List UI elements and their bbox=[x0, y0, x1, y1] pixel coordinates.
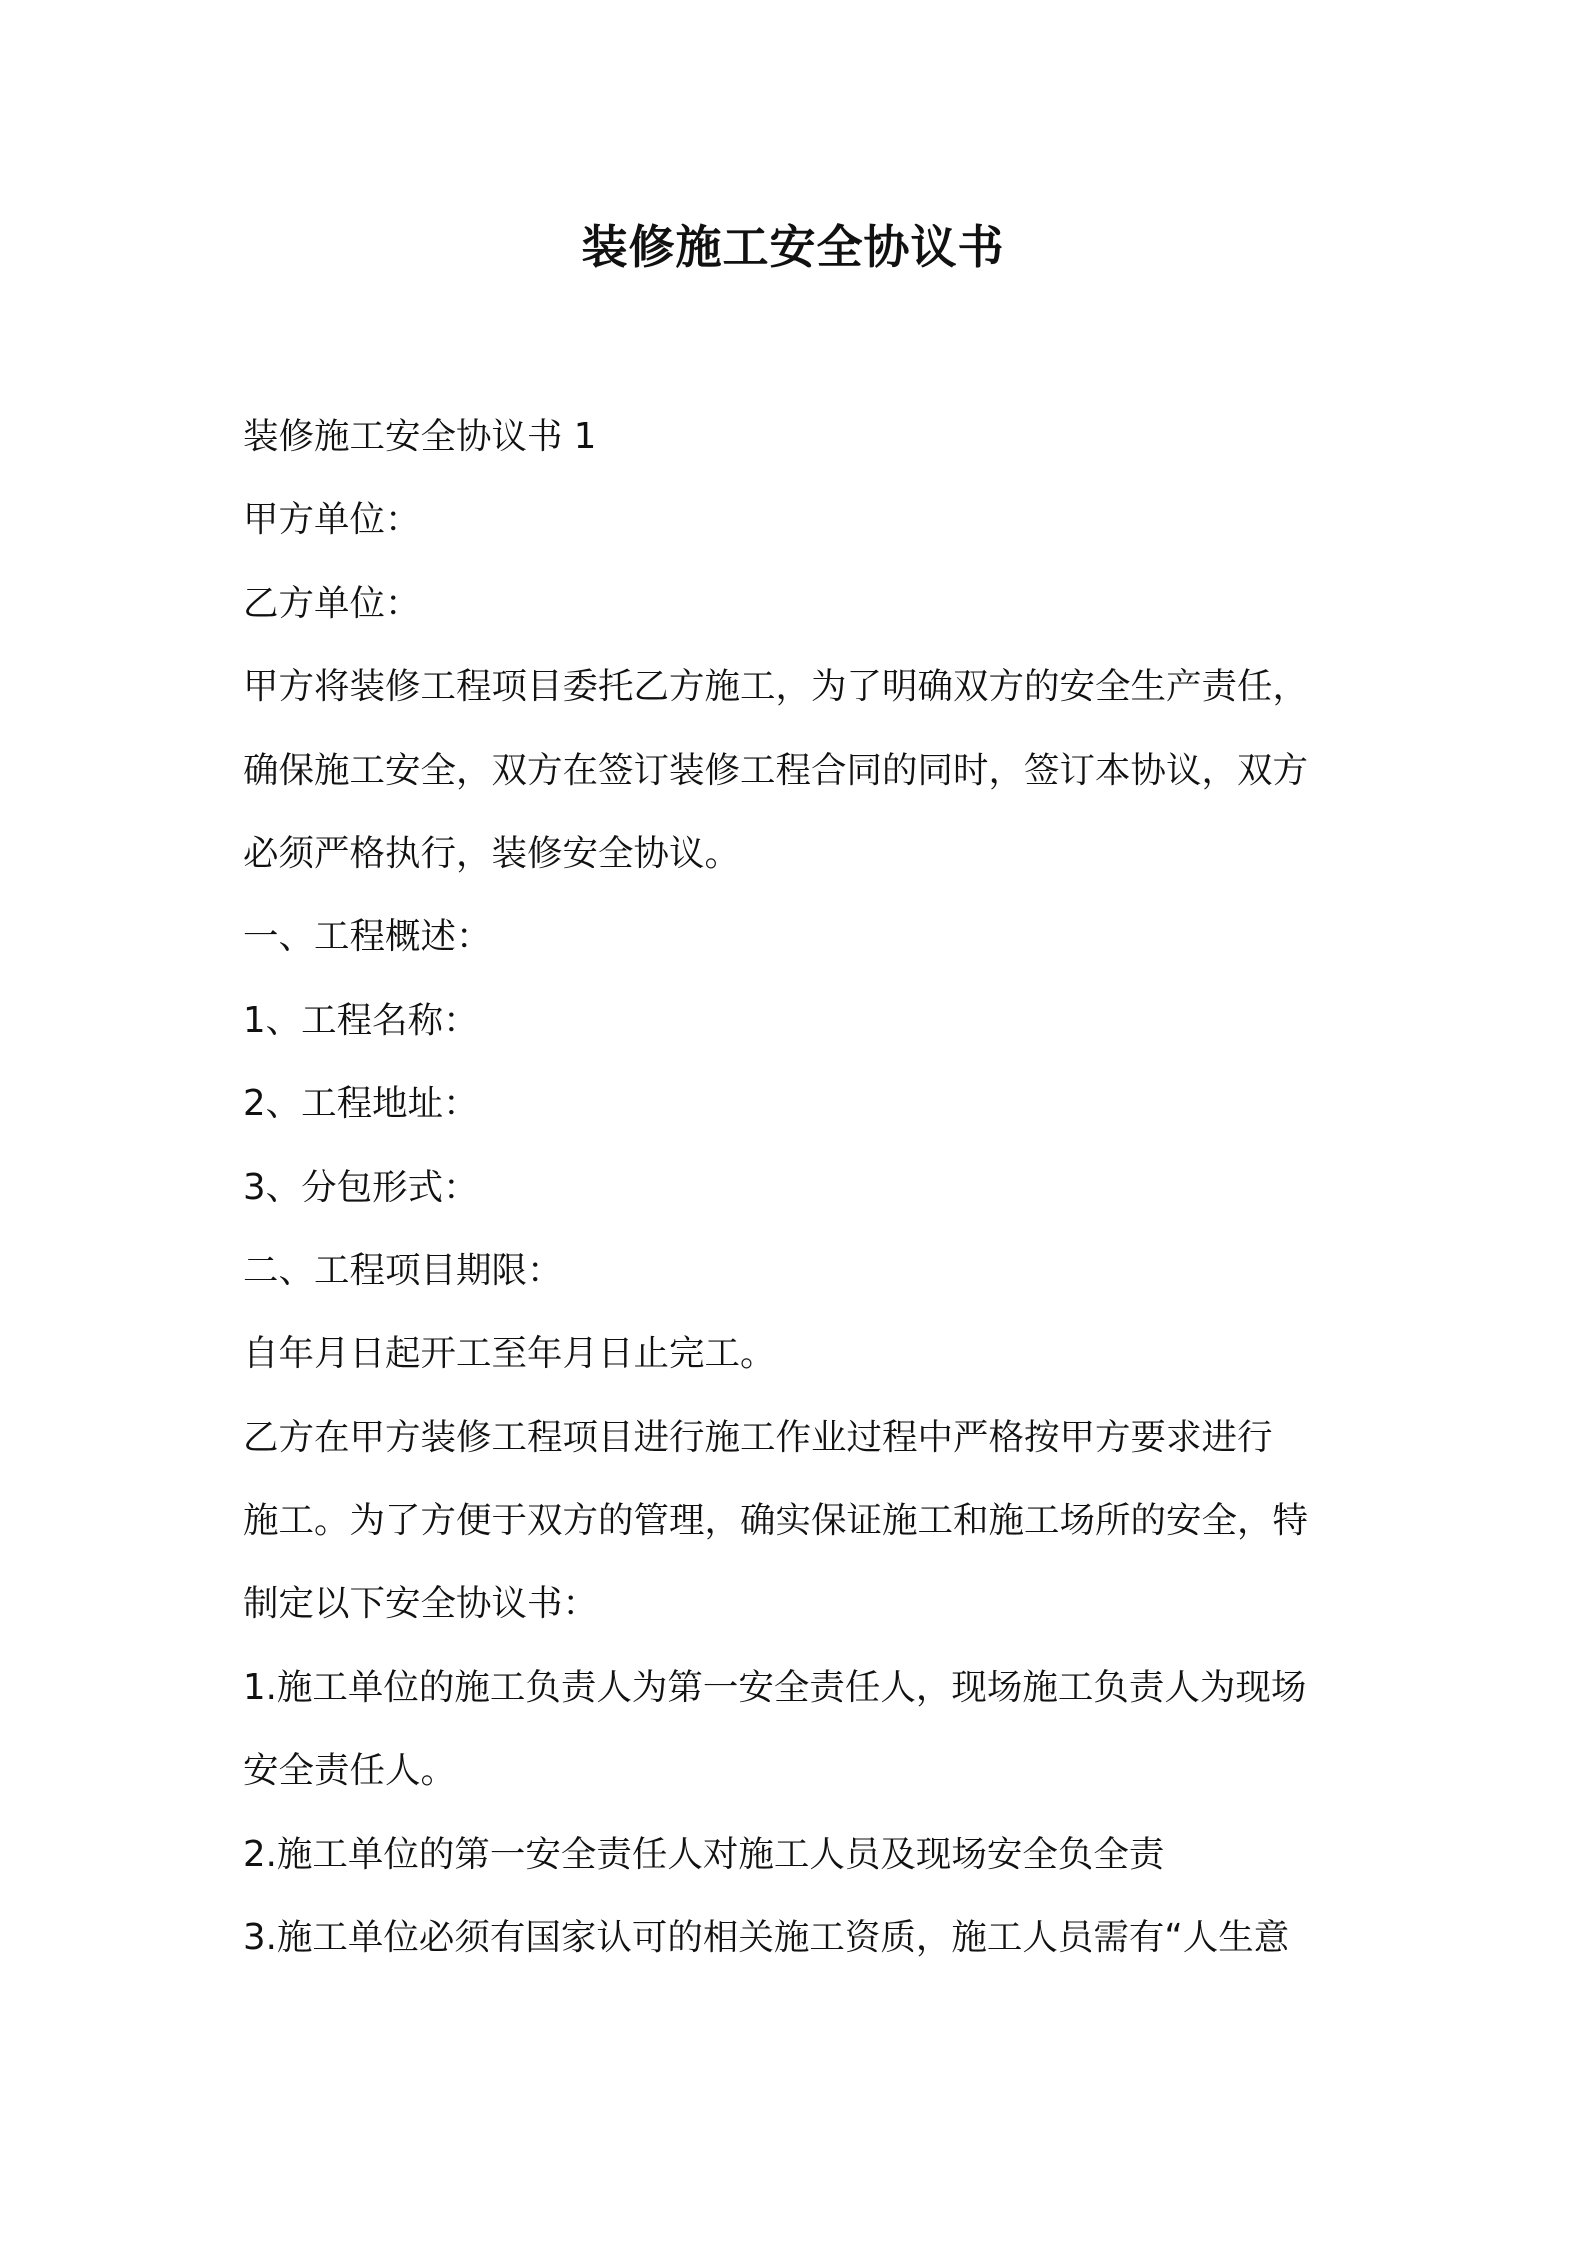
list-item: 3.施工单位必须有国家认可的相关施工资质，施工人员需有“人生意 bbox=[243, 1917, 1290, 1959]
text-line: 乙方在甲方装修工程项目进行施工作业过程中严格按甲方要求进行 bbox=[243, 1416, 1273, 1458]
list-item: 2.施工单位的第一安全责任人对施工人员及现场安全负全责 bbox=[243, 1833, 1165, 1875]
section-heading: 装修施工安全协议书 1 bbox=[243, 416, 597, 457]
list-item: 1、工程名称： bbox=[243, 999, 479, 1041]
party-b-line: 乙方单位： bbox=[243, 582, 421, 624]
document-body bbox=[243, 395, 1358, 1979]
party-a-line: 甲方单位： bbox=[243, 499, 421, 541]
section-heading: 一、工程概述： bbox=[243, 916, 492, 958]
text-line: 安全责任人。 bbox=[243, 1750, 457, 1792]
text-line: 施工。为了方便于双方的管理，确实保证施工和施工场所的安全，特 bbox=[243, 1500, 1309, 1542]
text-line: 甲方将装修工程项目委托乙方施工，为了明确双方的安全生产责任， bbox=[243, 666, 1309, 708]
text-line: 确保施工安全，双方在签订装修工程合同的同时，签订本协议，双方 bbox=[243, 749, 1309, 791]
text-line: 必须严格执行，装修安全协议。 bbox=[243, 832, 741, 874]
list-item: 1.施工单位的施工负责人为第一安全责任人，现场施工负责人为现场 bbox=[243, 1666, 1307, 1708]
document-title: 装修施工安全协议书 bbox=[581, 220, 1005, 274]
list-item: 2、工程地址： bbox=[243, 1083, 479, 1125]
section-heading: 二、工程项目期限： bbox=[243, 1249, 563, 1291]
text-line: 自年月日起开工至年月日止完工。 bbox=[243, 1333, 776, 1375]
text-line: 制定以下安全协议书： bbox=[243, 1583, 599, 1625]
list-item: 3、分包形式： bbox=[243, 1166, 479, 1208]
